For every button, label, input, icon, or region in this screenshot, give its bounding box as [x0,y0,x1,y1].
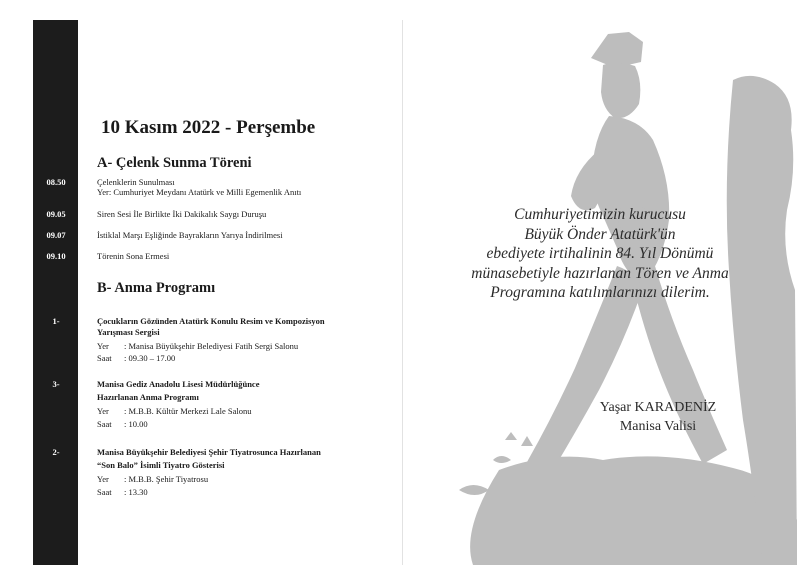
left-dark-strip [33,20,78,565]
place-label: Yer [97,406,109,416]
item-wreath-place: Yer: Cumhuriyet Meydanı Atatürk ve Milli Egemenlik Anıtı [97,187,302,197]
place-value: : M.B.B. Kültür Merkezi Lale Salonu [124,406,252,416]
message-line: ebediyete irtihalinin 84. Yıl Dönümü [486,245,714,262]
event-place [97,474,208,485]
time-value: : 13.30 [124,487,148,497]
message-line: Büyük Önder Atatürk'ün [524,225,676,243]
event-title-line: Manisa Büyükşehir Belediyesi Şehir Tiyatrosunca Hazırlanan [97,447,321,457]
time-label: Saat [97,419,112,429]
time-value: : 10.00 [124,419,148,429]
item-anthem: İstiklal Marşı Eşliğinde Bayrakların Yarıya İndirilmesi [97,230,283,240]
event-place [97,406,251,417]
time-0850: 08.50 [46,177,66,187]
section-a-title: A- Çelenk Sunma Töreni [97,155,252,171]
event-place [97,341,298,352]
event-time [97,487,148,498]
message-line: münasebetiyle hazırlanan Tören ve Anma [471,264,729,282]
place-value: : M.B.B. Şehir Tiyatrosu [124,474,209,484]
event-time [97,419,148,430]
event-number: 1- [52,316,60,326]
event-title-line: Manisa Gediz Anadolu Lisesi Müdürlüğünce [97,379,260,389]
event-title-line: Hazırlanan Anma Programı [97,392,199,402]
invitation-message [420,205,780,303]
time-0907: 09.07 [46,230,66,240]
signatory-name: Yaşar KARADENİZ [599,400,717,415]
place-label: Yer [97,474,109,484]
event-time [97,353,175,364]
time-label: Saat [97,353,112,363]
event-number: 3- [52,379,60,389]
message-line: Programına katılımlarınızı dilerim. [490,284,710,301]
event-number: 2- [52,447,60,457]
place-label: Yer [97,341,109,351]
time-0910: 09.10 [46,251,66,261]
event-title-line: Çocukların Gözünden Atatürk Konulu Resim ve Kompozisyon [97,316,325,326]
place-value: : Manisa Büyükşehir Belediyesi Fatih Sergi Salonu [124,341,299,351]
item-siren: Siren Sesi İle Birlikte İki Dakikalık Saygı Duruşu [97,209,267,219]
item-wreath-label: Çelenklerin Sunulması [97,177,175,187]
signatory-title: Manisa Valisi [619,419,697,434]
event-title-line: “Son Balo” İsimli Tiyatro Gösterisi [97,460,225,470]
item-end: Törenin Sona Ermesi [97,251,170,261]
time-value: : 09.30 – 17.00 [124,353,176,363]
message-line: Cumhuriyetimizin kurucusu [514,206,686,223]
program-date-title: 10 Kasım 2022 - Perşembe [101,117,316,138]
time-label: Saat [97,487,112,497]
event-title-line: Yarışması Sergisi [97,327,160,337]
time-0905: 09.05 [46,209,66,219]
section-b-title: B- Anma Programı [97,280,216,296]
